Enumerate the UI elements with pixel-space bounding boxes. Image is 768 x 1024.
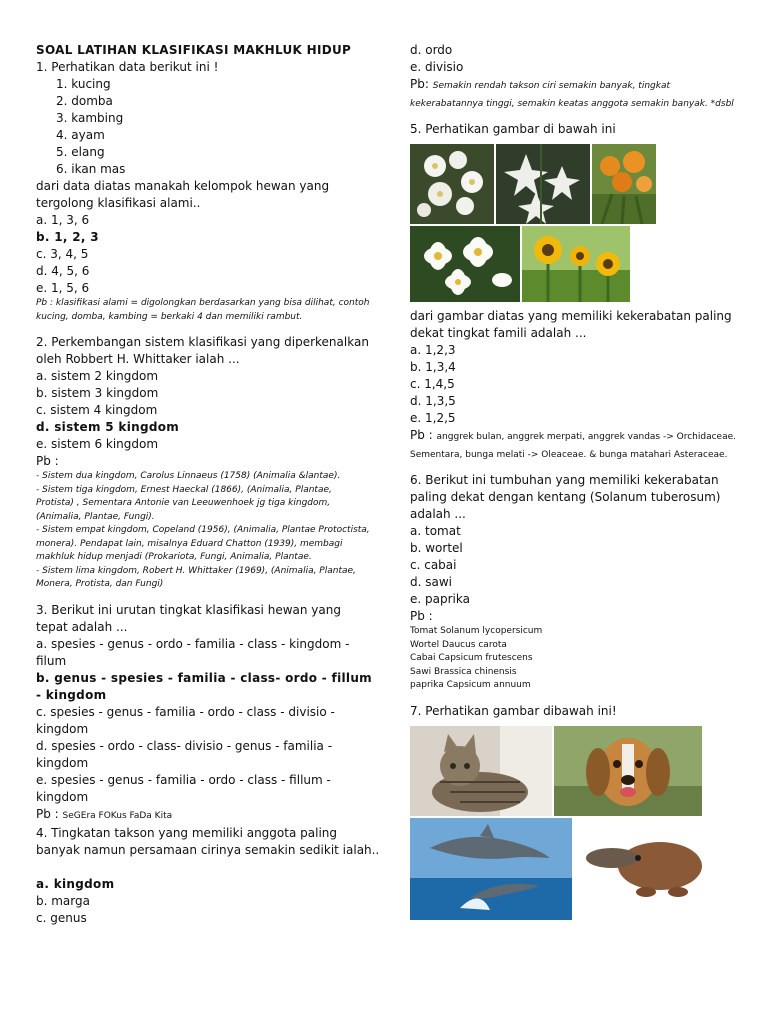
q5-option-d: d. 1,3,5 [410,394,456,408]
left-column [36,42,380,927]
q5-option-b: b. 1,3,4 [410,360,456,374]
q1-explanation: Pb : klasifikasi alami = digolongkan berdasarkan yang bisa dilihat, contoh kucing, domba, kambing = berkaki 4 dan memiliki rambut. [36,298,370,322]
q5-flower-images [410,144,740,302]
q2-question: 2. Perkembangan sistem klasifikasi yang diperkenalkan [36,335,369,349]
q1-option-b-answer: b. 1, 2, 3 [36,230,99,244]
q4-option-b: b. marga [36,893,90,908]
q5-prompt: dari gambar diatas yang memiliki kekerabatan paling [410,309,732,323]
q2-explanation-line: - Sistem tiga kingdom, Ernest Haeckal (1866), (Animalia, Plantae, Protista) , Sementara Antonie van Leeuwenhoek jg tiga kingdom, (Animalia, Plantae, Fungi). [36,484,332,522]
q3-option-b-answer: - kingdom [36,687,107,702]
q2-explanation-line: - Sistem empat kingdom, Copeland (1956), (Animalia, Plantae Protoctista, monera). Pendapat lain, misalnya Eduard Chatton (1939), membagi makhluk hidup menjadi (Prokariota, Fungi, Animalia, Plantae. [36,525,370,562]
q6-question: paling dekat dengan kentang (Solanum tuberosum) [410,490,721,504]
q6-explanation-line: Wortel Daucus carota [410,639,507,650]
q1-prompt: tergolong klasifikasi alami.. [36,196,201,210]
right-column [410,42,740,920]
q6-option-d: d. sawi [410,575,452,589]
list-item: 2. domba [56,94,113,108]
q7-question: 7. Perhatikan gambar dibawah ini! [410,703,617,718]
q4-pb-label: Pb: [410,77,429,91]
q3-option-d: kingdom [36,755,89,770]
q4-question: banyak namun persamaan cirinya semakin sedikit ialah.. [36,842,380,857]
orange-vanda-orchid-photo [592,144,656,224]
list-item: 4. ayam [56,128,105,142]
q3-question: 3. Berikut ini urutan tingkat klasifikasi hewan yang [36,602,341,617]
q1-option-a: a. 1, 3, 6 [36,213,90,227]
q5-pb-label: Pb : [410,428,433,442]
q4-option-c: c. genus [36,910,87,925]
q3-option-e: e. spesies - genus - familia - ordo - class - fillum - [36,772,331,787]
q4-pb-text: Semakin rendah takson ciri semakin banyak, tingkat kekerabatannya tinggi, semakin keatas anggota semakin banyak. *dsbl [410,81,734,109]
q3-option-d: d. spesies - ordo - class- divisio - genus - familia - [36,738,333,753]
q1-option-e: e. 1, 5, 6 [36,281,90,295]
q4-question: 4. Tingkatan takson yang memiliki anggota paling [36,825,337,840]
dog-photo [554,726,702,816]
q6-pb-label: Pb : [410,609,433,623]
q6-question: adalah ... [410,507,466,521]
q2-option-c: c. sistem 4 kingdom [36,403,158,417]
q5-option-a: a. 1,2,3 [410,343,456,357]
q3-question: tepat adalah ... [36,619,128,634]
q6-explanation-line: Sawi Brassica chinensis [410,666,517,677]
q1-option-c: c. 3, 4, 5 [36,247,89,261]
q4-option-e: e. divisio [410,60,464,74]
q3-option-a: filum [36,653,67,668]
dolphin-photo [410,818,572,920]
q6-option-c: c. cabai [410,558,457,572]
page-title: SOAL LATIHAN KLASIFIKASI MAKHLUK HIDUP [36,43,352,57]
q2-explanation-line: - Sistem dua kingdom, Carolus Linnaeus (1758) (Animalia &lantae). [36,471,341,481]
q5-pb-text: anggrek bulan, anggrek merpati, anggrek vandas -> Orchidaceae. Sementara, bunga melati -> Oleaceae. & bunga matahari Asteraceae. [410,432,736,460]
q4-option-d: d. ordo [410,43,453,57]
q6-option-b: b. wortel [410,541,463,555]
q1-prompt: dari data diatas manakah kelompok hewan yang [36,179,330,193]
q6-question: 6. Berikut ini tumbuhan yang memiliki kekerabatan [410,473,719,487]
cat-photo [410,726,552,816]
q4-explanation [410,76,740,111]
q5-explanation [410,427,740,462]
q5-option-c: c. 1,4,5 [410,377,455,391]
q5-question: 5. Perhatikan gambar di bawah ini [410,122,616,136]
q6-explanation-line: Cabai Capsicum frutescens [410,653,533,663]
q3-option-c: kingdom [36,721,89,736]
q6-explanation-line: paprika Capsicum annuum [410,680,531,690]
q1-question: 1. Perhatikan data berikut ini ! [36,60,219,74]
q2-option-a: a. sistem 2 kingdom [36,369,159,383]
q6-explanation-line: Tomat Solanum lycopersicum [410,626,543,636]
list-item: 5. elang [56,145,105,159]
q2-question: oleh Robbert H. Whittaker ialah ... [36,352,240,366]
q3-option-b-answer: b. genus - spesies - familia - class- ordo - fillum [36,670,372,685]
q3-pb-text: SeGEra FOKus FaDa Kita [62,810,173,821]
q3-explanation [36,806,370,825]
white-star-orchid-photo [496,144,590,224]
q3-pb-label: Pb : [36,806,59,821]
q6-option-a: a. tomat [410,524,461,538]
q4-option-a-answer: a. kingdom [36,876,115,891]
q3-option-e: kingdom [36,789,89,804]
q2-option-e: e. sistem 6 kingdom [36,437,159,451]
q6-option-e: e. paprika [410,592,470,606]
list-item: 6. ikan mas [56,162,126,176]
list-item: 1. kucing [56,77,111,91]
q5-prompt: dekat tingkat famili adalah ... [410,326,587,340]
q5-option-e: e. 1,2,5 [410,411,456,425]
list-item: 3. kambing [56,111,124,125]
q3-option-c: c. spesies - genus - familia - ordo - class - divisio - [36,704,335,719]
sunflower-photo [522,226,630,302]
jasmine-flower-photo [410,226,520,302]
q2-pb-label: Pb : [36,454,59,468]
white-orchid-photo [410,144,494,224]
platypus-photo [574,818,710,920]
q2-option-b: b. sistem 3 kingdom [36,386,159,400]
q1-option-d: d. 4, 5, 6 [36,264,90,278]
q2-explanation-line: - Sistem lima kingdom, Robert H. Whittaker (1969), (Animalia, Plantae, Monera, Protista, dan Fungi) [36,565,356,589]
q2-option-d-answer: d. sistem 5 kingdom [36,420,180,434]
q3-option-a: a. spesies - genus - ordo - familia - class - kingdom - [36,636,350,651]
q7-animal-images [410,726,740,920]
